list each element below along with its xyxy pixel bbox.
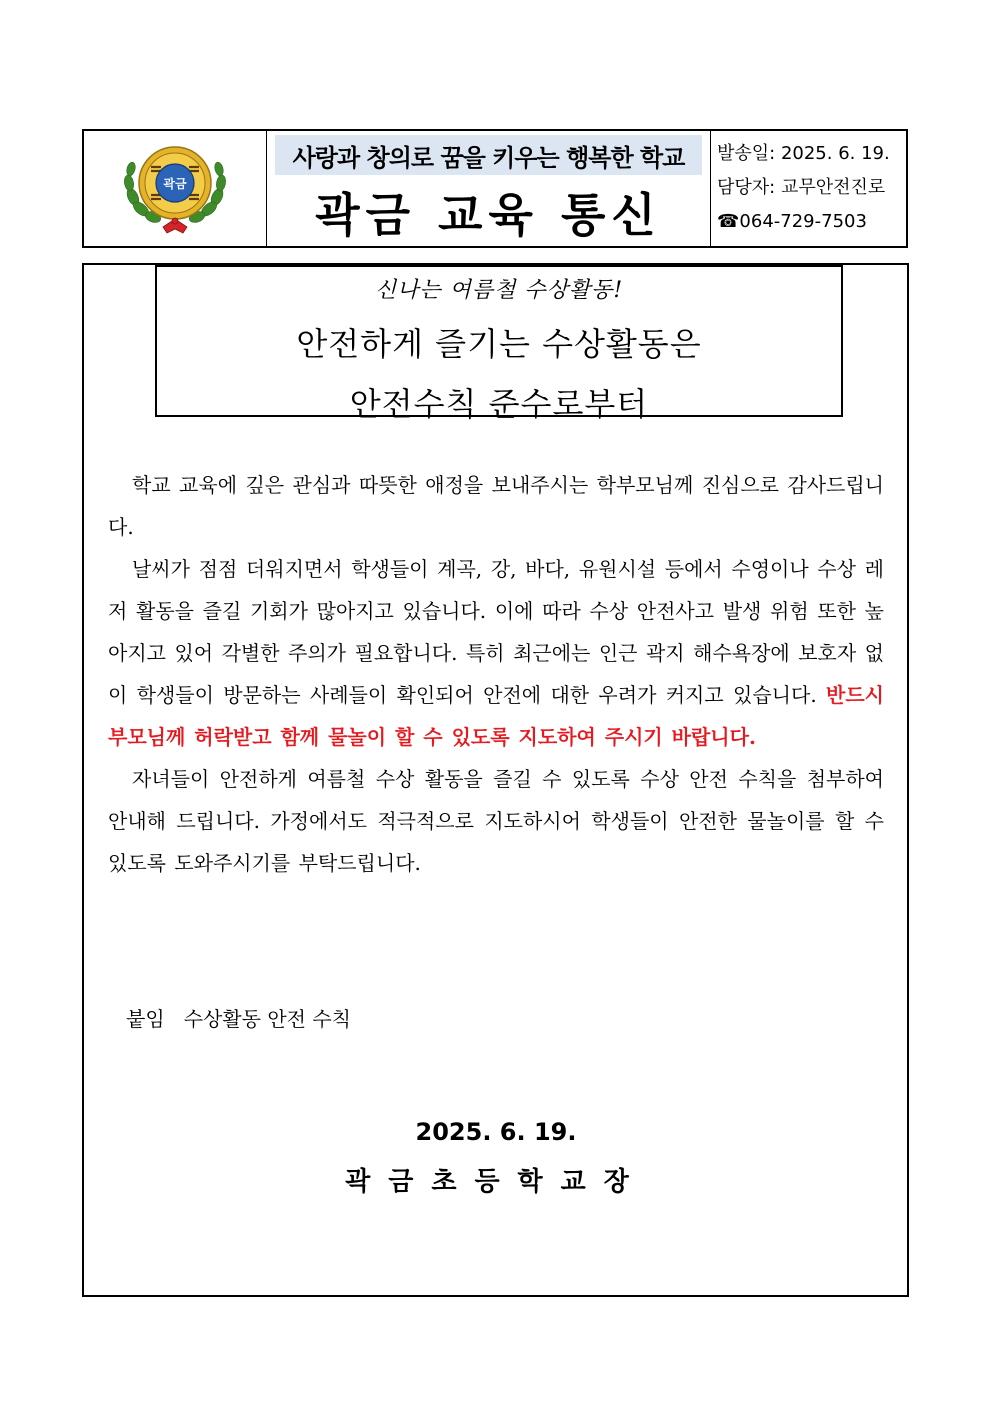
paragraph-request: 자녀들이 안전하게 여름철 수상 활동을 즐길 수 있도록 수상 안전 수칙을 첨부하여 안내해 드립니다. 가정에서도 적극적으로 지도하시어 학생들이 안전한 물놀이를 할 수 있도록 도와주시기를 부탁드립니다.	[108, 767, 884, 875]
school-emblem-icon	[119, 141, 231, 237]
notice-text: 날씨가 점점 더워지면서 학생들이 계곡, 강, 바다, 유원시설 등에서 수영이나 수상 레저 활동을 즐길 기회가 많아지고 있습니다. 이에 따라 수상 안전사고 발생 위험 또한 높아지고 있어 각별한 주의가 필요합니다. 특히 최근에는 인근 곽지 해수욕장에 보호자 없이 학생들이 방문하는 사례들이 확인되어 안전에 대한 우려가 커지고 있습니다.	[108, 557, 884, 707]
subject-box	[155, 265, 843, 423]
notice-emphasis: 반드시 부모님께 허락받고 함께 물놀이 할 수 있도록 지도하여 주시기 바랍니다.	[108, 683, 884, 749]
subject-subtitle: 신나는 여름철 수상활동!	[374, 278, 624, 303]
sent-date: 발송일: 2025. 6. 19.	[717, 143, 890, 164]
letter-body	[108, 464, 884, 884]
paragraph-notice	[108, 548, 884, 758]
attachment-label: 붙임	[126, 1007, 165, 1031]
paragraph-greeting: 학교 교육에 깊은 관심과 따뜻한 애정을 보내주시는 학부모님께 진심으로 감사드립니다.	[108, 473, 884, 539]
info-cell	[711, 131, 906, 246]
school-motto: 사랑과 창의로 꿈을 키우는 행복한 학교	[275, 135, 702, 175]
title-cell	[267, 131, 711, 246]
newsletter-title: 곽금 교육 통신	[315, 188, 662, 242]
attachment-item: 수상활동 안전 수칙	[183, 1007, 351, 1031]
subject-line-2: 안전수칙 준수로부터	[349, 385, 649, 423]
newsletter-header	[82, 129, 908, 248]
emblem-text: 곽금	[163, 176, 187, 191]
principal-signature: 곽금초등학교장	[345, 1167, 647, 1197]
subject-line-1: 안전하게 즐기는 수상활동은	[296, 325, 702, 363]
attachment	[126, 1003, 351, 1032]
issue-date: 2025. 6. 19.	[415, 1118, 577, 1146]
phone-number: ☎064-729-7503	[717, 211, 867, 232]
manager: 담당자: 교무안전진로	[717, 177, 886, 198]
logo-cell	[84, 131, 267, 246]
